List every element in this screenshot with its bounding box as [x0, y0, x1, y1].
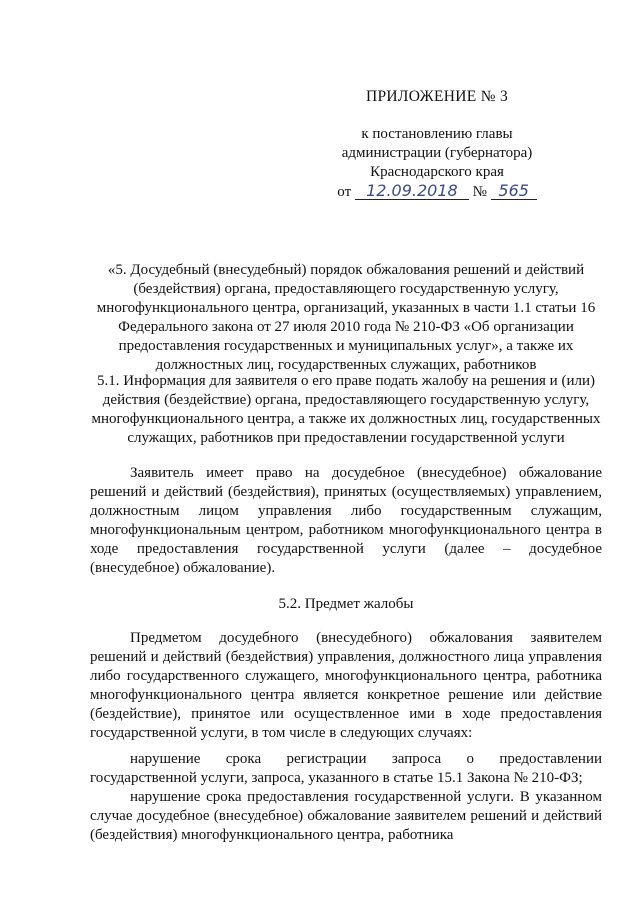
date-prefix: от	[337, 184, 352, 200]
handwritten-number: 565	[491, 182, 537, 200]
appendix-line-3: Краснодарского края	[370, 164, 504, 180]
appendix-line-2: администрации (губернатора)	[341, 145, 533, 161]
appendix-header	[322, 88, 552, 202]
appendix-date-line	[322, 182, 552, 202]
section-5-2-heading: 5.2. Предмет жалобы	[278, 596, 414, 612]
appendix-line-1: к постановлению главы	[361, 126, 513, 142]
paragraph-registration-violation: нарушение срока регистрации запроса о предоставлении государственной услуги, запроса, указанного в статье 15.1 Закона № 210-ФЗ;	[90, 751, 602, 786]
number-prefix: №	[472, 184, 487, 200]
section-5-1-heading: 5.1. Информация для заявителя о его праве подать жалобу на решения и (или) действия (бездействие) органа, предоставляющего государственную услугу, многофункционального центра, а также их должностных лиц, государственных служащих, работников при предоставлении государственной услуги	[91, 373, 601, 446]
handwritten-date: 12.09.2018	[355, 182, 469, 200]
appendix-title: ПРИЛОЖЕНИЕ № 3	[365, 88, 509, 105]
paragraph-deadline-violation: нарушение срока предоставления государственной услуги. В указанном случае досудебное (внесудебное) обжалование заявителем решений и действий (бездействия) многофункционального центра, работника	[90, 789, 602, 843]
paragraph-right-to-appeal: Заявитель имеет право на досудебное (внесудебное) обжалование решений и действий (бездействия), принятых (осуществляемых) управлением, должностным лицом управления либо государственным служащим, многофункциональным центром, работником многофункционального центра в ходе предоставления государственной услуги (далее – досудебное (внесудебное) обжалование).	[90, 465, 602, 576]
paragraph-subject-of-complaint: Предметом досудебного (внесудебного) обжалования заявителем решений и действий (бездействия) управления, должностного лица управления либо государственного служащего, многофункционального центра, работника многофункционального центра является конкретное решение или действие (бездействие), принятое или осуществленное ими в ходе предоставления государственной услуги, в том числе в следующих случаях:	[90, 630, 602, 741]
section-5-heading: «5. Досудебный (внесудебный) порядок обжалования решений и действий (бездействия) органа, предоставляющего государственную услугу, многофункционального центра, организаций, указанных в части 1.1 статьи 16 Федерального закона от 27 июля 2010 года № 210-ФЗ «Об организации предоставления государственных и муниципальных услуг», а также их должностных лиц, государственных служащих, работников	[96, 262, 596, 373]
